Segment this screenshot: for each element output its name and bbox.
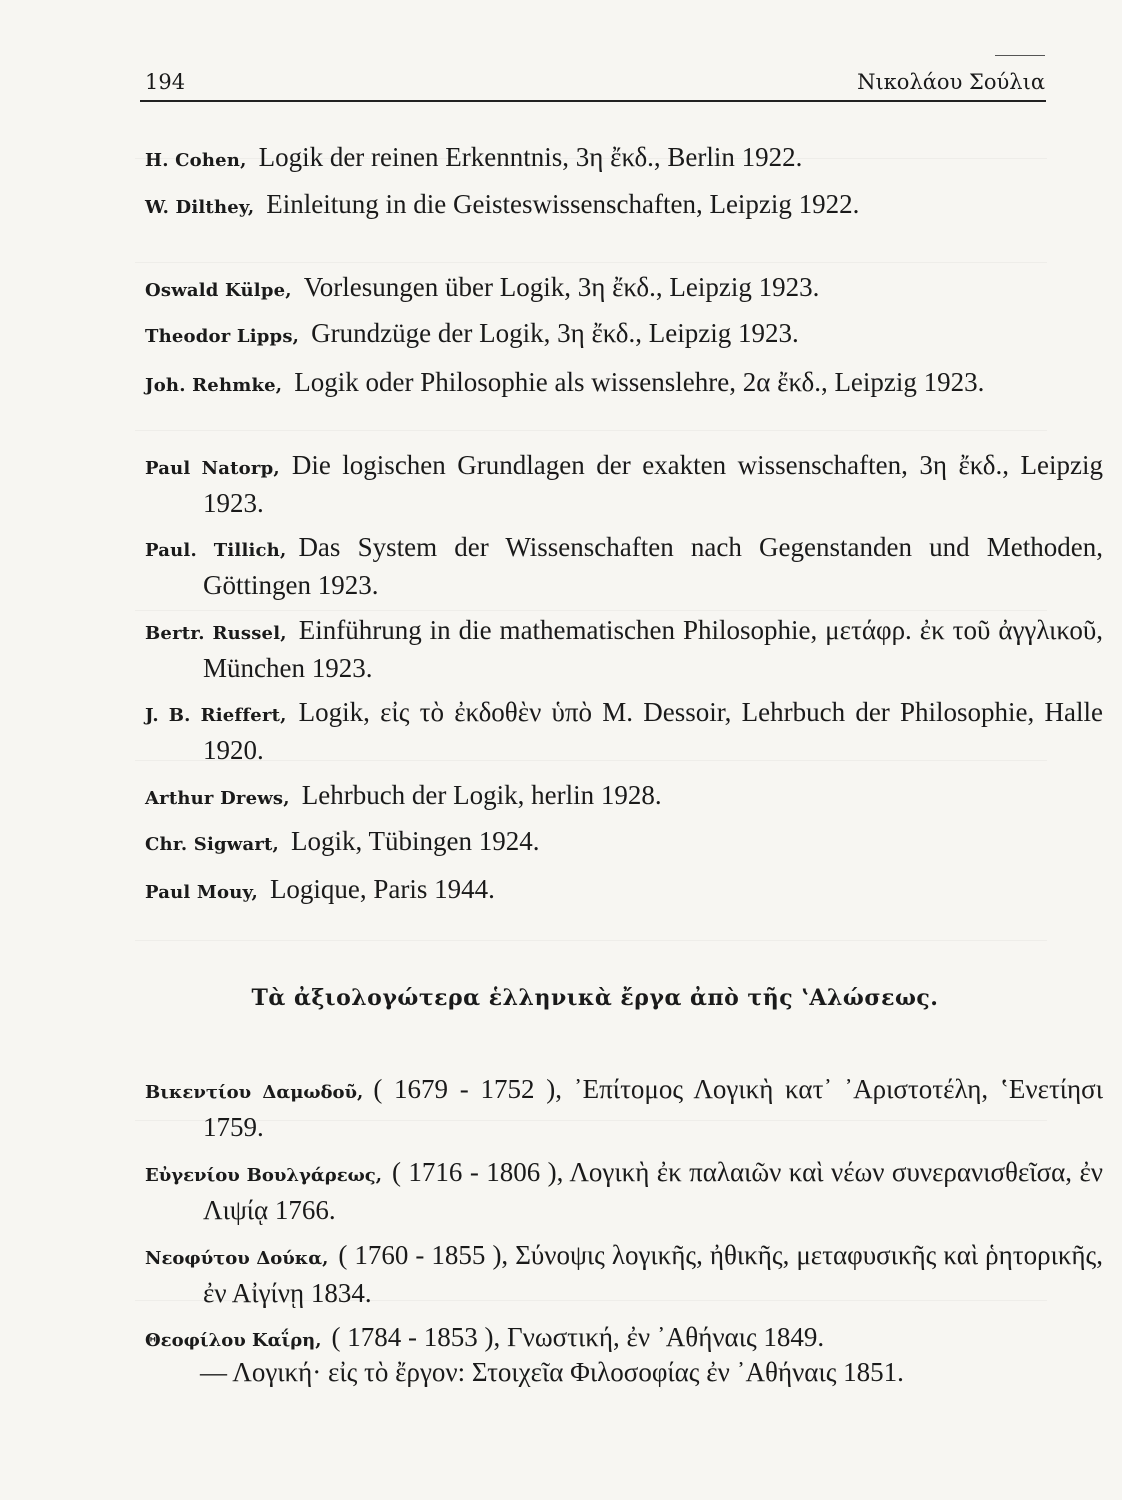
bib-author: Bertr. Russel, bbox=[145, 623, 287, 644]
bib-author: W. Dilthey, bbox=[145, 197, 255, 218]
bib-entry bbox=[145, 824, 1103, 862]
header-rule bbox=[140, 100, 1046, 102]
bib-title: ( 1760 - 1855 ), Σύνοψις λογικῆς, ἠθικῆς, μεταφυσικῆς καὶ ῥητορικῆς, ἐν Αἰγίνῃ 1834. bbox=[203, 1240, 1103, 1308]
bib-title: Logik, Tübingen 1924. bbox=[291, 826, 540, 856]
bleed-through bbox=[135, 430, 1047, 431]
bib-entry bbox=[145, 1320, 1103, 1358]
bib-entry bbox=[145, 187, 1103, 225]
bib-author: Θεοφίλου Καΐρη, bbox=[145, 1330, 322, 1351]
bib-entry bbox=[145, 316, 1103, 354]
bib-entry bbox=[145, 1238, 1103, 1310]
bib-entry bbox=[145, 872, 1103, 910]
bib-entry bbox=[145, 1072, 1103, 1144]
bib-title: ( 1679 - 1752 ), ᾿Επίτομος Λογικὴ κατ᾿ ᾿Αριστοτέλη, ʽΕνετίησι 1759. bbox=[203, 1074, 1103, 1142]
page-header bbox=[145, 70, 1045, 100]
bib-title: Grundzüge der Logik, 3η ἔκδ., Leipzig 1923. bbox=[311, 318, 799, 348]
bib-entry bbox=[145, 778, 1103, 816]
bib-entry bbox=[145, 530, 1103, 602]
bib-author: Βικεντίου Δαμωδοῦ, bbox=[145, 1082, 364, 1103]
bib-author: Paul. Tillich, bbox=[145, 540, 287, 561]
bib-author: J. B. Rieffert, bbox=[145, 705, 287, 726]
bib-author: Chr. Sigwart, bbox=[145, 834, 280, 855]
bib-author: Εὐγενίου Βουλγάρεως, bbox=[145, 1165, 383, 1186]
bib-title: Einführung in die mathematischen Philosophie, μετάφρ. ἐκ τοῦ ἀγγλικοῦ, München 1923. bbox=[203, 615, 1104, 683]
bib-author: Oswald Külpe, bbox=[145, 280, 292, 301]
bib-entry bbox=[145, 140, 1103, 178]
bib-entry bbox=[145, 695, 1103, 767]
bib-author: H. Cohen, bbox=[145, 150, 247, 171]
bib-title: ( 1716 - 1806 ), Λογικὴ ἐκ παλαιῶν καὶ νέων συνερανισθεῖσα, ἐν Λιψίᾳ 1766. bbox=[203, 1157, 1103, 1225]
bib-title: Lehrbuch der Logik, herlin 1928. bbox=[301, 780, 662, 810]
bib-author: Paul Mouy, bbox=[145, 882, 258, 903]
bib-continuation: — Λογική· εἰς τὸ ἔργον: Στοιχεῖα Φιλοσοφίας ἐν ᾿Αθήναις 1851. bbox=[200, 1357, 904, 1387]
bib-author: Joh. Rehmke, bbox=[145, 375, 283, 396]
bib-author: Arthur Drews, bbox=[145, 788, 290, 809]
bib-title: Vorlesungen über Logik, 3η ἔκδ., Leipzig 1923. bbox=[303, 272, 820, 302]
header-rule-short bbox=[995, 55, 1045, 56]
bib-author: Paul Natorp, bbox=[145, 458, 280, 479]
bib-entry bbox=[145, 365, 1103, 403]
bib-title: Logique, Paris 1944. bbox=[269, 874, 495, 904]
bib-author: Theodor Lipps, bbox=[145, 326, 300, 347]
bib-title: Das System der Wissenschaften nach Gegenstanden und Methoden, Göttingen 1923. bbox=[203, 532, 1103, 600]
bib-entry bbox=[145, 1155, 1103, 1227]
bib-title: Logik der reinen Erkenntnis, 3η ἔκδ., Berlin 1922. bbox=[258, 142, 803, 172]
bleed-through bbox=[135, 262, 1047, 263]
bleed-through bbox=[135, 610, 1047, 611]
bib-title: Einleitung in die Geisteswissenschaften, Leipzig 1922. bbox=[266, 189, 860, 219]
bib-entry bbox=[145, 613, 1103, 685]
bib-entry bbox=[145, 448, 1103, 520]
running-head: Νικολάου Σούλια bbox=[857, 70, 1045, 94]
bib-title: Die logischen Grundlagen der exakten wissenschaften, 3η ἔκδ., Leipzig 1923. bbox=[203, 450, 1103, 518]
bib-title: Logik oder Philosophie als wissenslehre, 2α ἔκδ., Leipzig 1923. bbox=[294, 367, 985, 397]
page-number: 194 bbox=[145, 70, 186, 94]
bib-title: ( 1784 - 1853 ), Γνωστική, ἐν ᾿Αθήναις 1849. bbox=[331, 1322, 825, 1352]
bib-entry bbox=[145, 270, 1103, 308]
bleed-through bbox=[135, 940, 1047, 941]
section-heading: Τὰ ἀξιολογώτερα ἑλληνικὰ ἔργα ἀπὸ τῆς ʽΑλώσεως. bbox=[251, 985, 939, 1011]
bib-title: Logik, εἰς τὸ ἐκδοθὲν ὑπὸ M. Dessoir, Lehrbuch der Philosophie, Halle 1920. bbox=[203, 697, 1103, 765]
bib-author: Νεοφύτου Δούκα, bbox=[145, 1248, 329, 1269]
